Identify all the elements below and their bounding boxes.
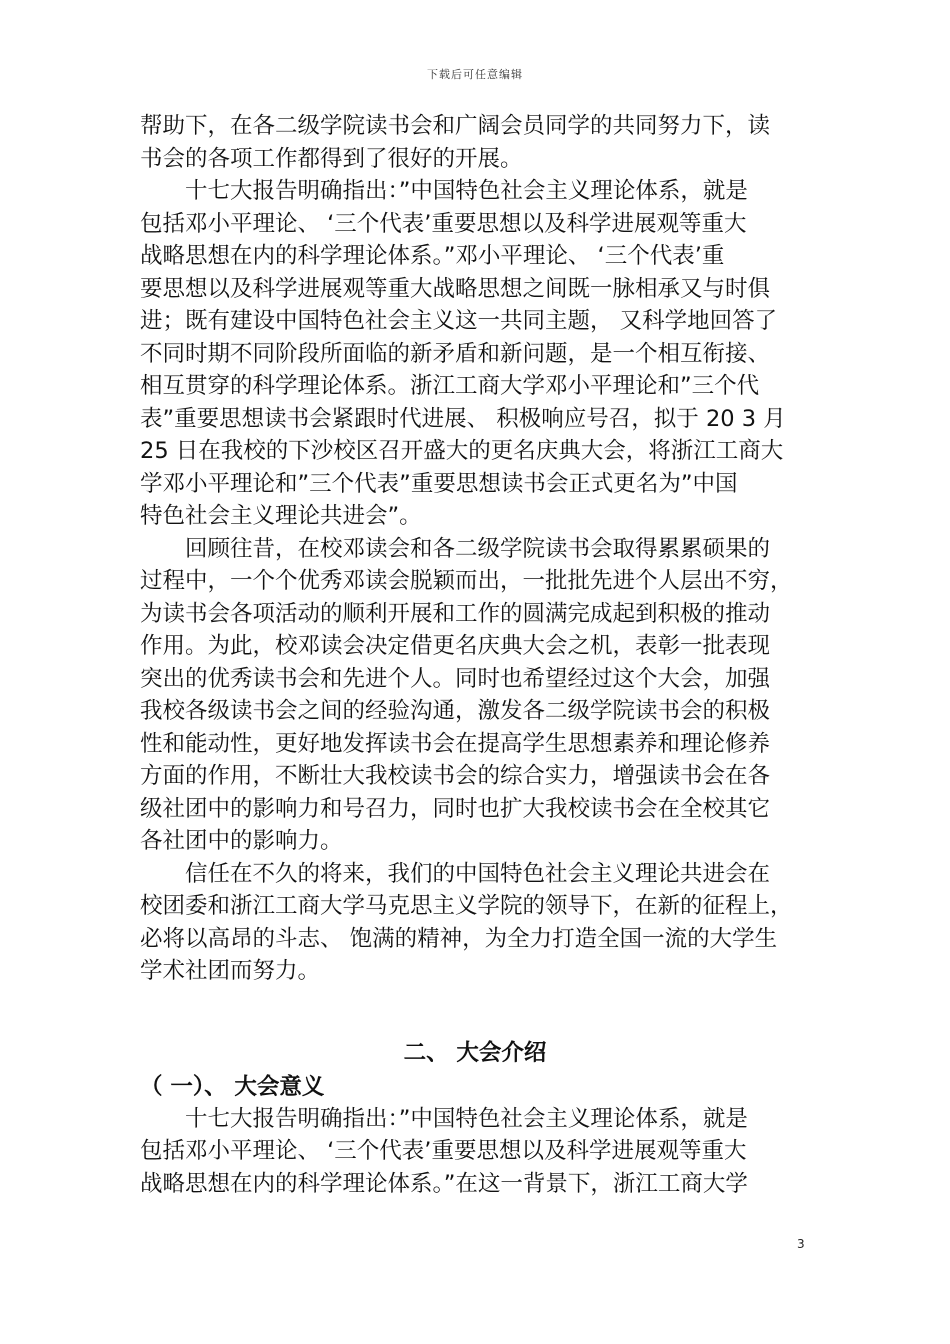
text-line: 要思想以及科学进展观等重大战略思想之间既一脉相承又与时俱 [140,275,771,302]
paragraph-2 [140,175,810,533]
text-line: 包括邓小平理论、 ‘三个代表’重要思想以及科学进展观等重大 [140,1138,747,1164]
text-line: 信任在不久的将来，我们的中国特色社会主义理论共进会在 [185,860,771,887]
page-header: 下载后可任意编辑 [427,68,523,81]
paragraph-5 [140,1103,810,1201]
text-line: 25 日在我校的下沙校区召开盛大的更名庆典大会，将浙江工商大 [140,438,784,464]
text-line: 过程中，一个个优秀邓读会脱颖而出，一批批先进个人层出不穷， [140,568,793,594]
text-line: 表”重要思想读书会紧跟时代进展、 积极响应号召，拟于 20 3 月 [140,405,786,432]
text-line: 学术社团而努力。 [140,958,321,984]
page-number: 3 [797,1237,805,1251]
document-body [140,110,810,1200]
text-line: 相互贯穿的科学理论体系。浙江工商大学邓小平理论和”三个代 [140,373,760,399]
paragraph-3 [140,533,810,858]
text-line: 学邓小平理论和”三个代表”重要思想读书会正式更名为”中国 [140,470,738,497]
text-line: 必将以高昂的斗志、 饱满的精神，为全力打造全国一流的大学生 [140,925,778,952]
text-line: 书会的各项工作都得到了很好的开展。 [140,145,523,172]
text-line: 为读书会各项活动的顺利开展和工作的圆满完成起到积极的推动 [140,600,771,627]
paragraph-1 [140,110,810,175]
section-title: 二、 大会介绍 [403,1039,547,1066]
text-line: 包括邓小平理论、 ‘三个代表’重要思想以及科学进展观等重大 [140,210,747,237]
text-line: 战略思想在内的科学理论体系。”在这一背景下，浙江工商大学 [140,1170,748,1197]
text-line: 方面的作用，不断壮大我校读书会的综合实力，增强读书会在各 [140,763,771,789]
section-gap [140,988,810,1037]
text-line: 不同时期不同阶段所面临的新矛盾和新问题，是一个相互衔接、 [140,340,771,367]
text-line: 各社团中的影响力。 [140,828,343,854]
text-line: 十七大报告明确指出：”中国特色社会主义理论体系，就是 [185,1105,748,1132]
paragraph-4 [140,858,810,988]
text-line: 突出的优秀读书会和先进个人。同时也希望经过这个大会，加强 [140,665,771,692]
text-line: 回顾往昔，在校邓读会和各二级学院读书会取得累累硕果的 [185,535,771,562]
text-line: 进；既有建设中国特色社会主义这一共同主题， 又科学地回答了 [140,308,778,334]
text-line: 十七大报告明确指出：”中国特色社会主义理论体系，就是 [185,178,748,204]
text-line: 我校各级读书会之间的经验沟通，激发各二级学院读书会的积极 [140,698,771,724]
text-line: 校团委和浙江工商大学马克思主义学院的领导下，在新的征程上， [140,893,793,919]
text-line: 战略思想在内的科学理论体系。”邓小平理论、 ‘三个代表’重 [140,243,725,269]
text-line: 性和能动性，更好地发挥读书会在提高学生思想素养和理论修养 [140,730,771,757]
text-line: 作用。为此，校邓读会决定借更名庆典大会之机，表彰一批表现 [140,633,771,659]
text-line: 特色社会主义理论共进会”。 [140,503,422,529]
text-line: 帮助下，在各二级学院读书会和广阔会员同学的共同努力下，读 [140,113,771,139]
subsection-title: （ 一）、 大会意义 [140,1073,325,1100]
text-line: 级社团中的影响力和号召力，同时也扩大我校读书会在全校其它 [140,795,771,822]
